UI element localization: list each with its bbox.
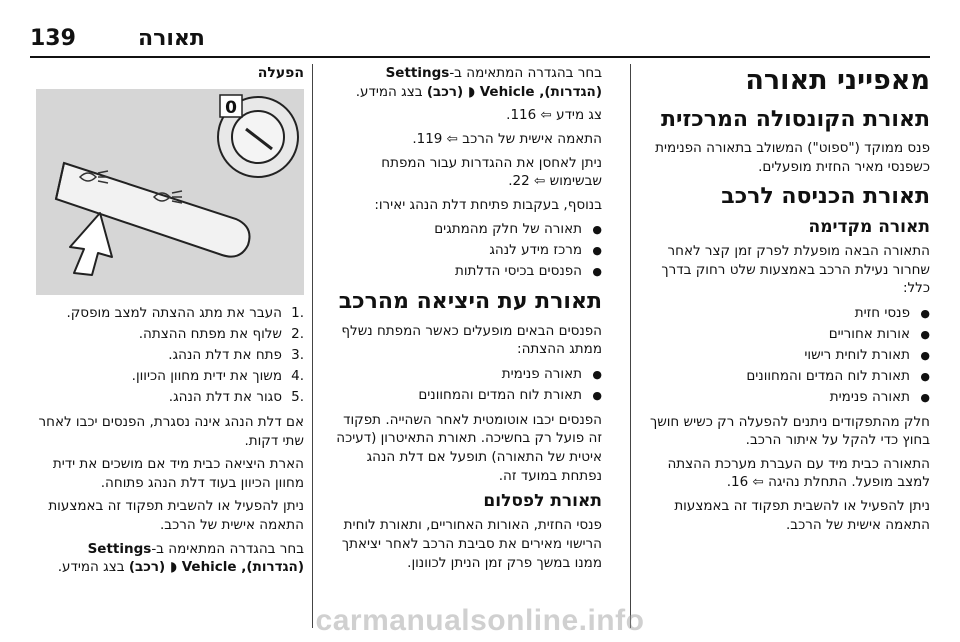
section-main-title: מאפייני תאורה [745,65,930,96]
paragraph: אם דלת הנהג אינה נסגרת, הפנסים יכבו לאחר שתי דקות. [38,413,304,449]
section-title-entry-light: תאורת הכניסה לרכב [721,183,930,209]
page-number: 139 [30,26,76,51]
paragraph: פנס ממוקד ("ספוט") המשולב בתאורה הפנימית כשפנסי מאיר החזית מופעלים. [655,140,930,175]
lever-drawing [36,89,304,295]
step-text: שלוף את מפתח ההצתה. [138,326,282,343]
paragraph: בנוסף, בעקבות פתיחת דלת הנהג יאירו: [374,196,602,213]
bullet-list [330,364,602,406]
step-list [36,303,304,408]
list-item: ● פנסי חזית [632,303,930,324]
step-number: 5. [291,389,304,405]
bullet-list [330,219,602,282]
cross-reference: התאמה אישית של הרכב ⇦ 119. [412,130,602,147]
column-divider [630,64,631,628]
paragraph: חלק מהתפקודים ניתנים להפעלה רק כשיש חושך בחוץ כדי להקל על איתור הרכב. [649,413,930,449]
paragraph: התאורה הבאה מופעלת לפרק זמן קצר לאחר שחרור נעילת הרכב באמצעות שלט רחוק בדרך כלל: [661,243,930,297]
paragraph: ניתן להפעיל או להשבית תפקוד זה באמצעות התאמה אישית של הרכב. [48,498,304,534]
watermark: carmanualsonline.info [315,604,645,637]
step-text: משוך את ידית מחוון הכיוון. [131,368,282,385]
right-column [632,64,930,632]
list-item: ● תאורת לוחית רישוי [632,345,930,366]
text-run: בחר בהגדרה המתאימה ב- [151,540,304,557]
ignition-position-badge: 0 [225,98,237,119]
subsection-title-welcome: תאורה מקדימה [808,217,930,237]
list-item: ● תאורה פנימית [632,387,930,408]
list-item: ● תאורה פנימית [330,364,602,385]
list-item: ● תאורה של חלק מהמתגים [330,219,602,240]
step-text: העבר את מתג ההצתה למצב מופסק. [66,305,282,322]
step-item [36,303,304,324]
column-divider [312,64,313,628]
step-text: סגור את דלת הנהג. [168,389,282,405]
paragraph: הארת היציאה כבית מיד אם מושכים את ידית מחוון הכיוון בעוד דלת הנהג פתוחה. [52,456,304,491]
text-run: (הגדרות), [534,83,602,100]
step-item [36,345,304,366]
settings-term: Settings [385,65,450,81]
step-item [36,387,304,408]
section-title-console-light: תאורת הקונסולה המרכזית [660,106,930,132]
text-run: בחר בהגדרה המתאימה ב- [449,65,602,81]
step-number: 2. [291,326,304,343]
text-run: בצג המידע. [57,559,129,576]
subsection-title: תאורת לפסלום [483,491,602,512]
paragraph: ניתן להפעיל או להשבית תפקוד זה באמצעות התאמה אישית של הרכב. [674,498,930,533]
step-item [36,366,304,387]
middle-column [330,64,602,632]
paragraph: התאורה כבית מיד עם העברת מערכת ההצתה למצב מופעל. התחלת נהיגה ⇦ 16. [667,455,930,491]
turn-signal-lever-illustration [36,89,304,295]
text-run: (הגדרות), [236,559,304,576]
step-number: 1. [291,305,304,322]
paragraph: פנסי החזית, האורות האחוריים, ותאורת לוחית הרישוי מאירים את סביבת הרכב לאחר יציאתך ממנו במשך פרק זמן הניתן לכוונון. [341,517,602,571]
list-item: ● הפנסים בכיסי הדלתות [330,261,602,282]
page-header [30,28,930,58]
paragraph-settings [330,64,602,101]
left-column [36,64,304,632]
vehicle-term: Vehicle ◗ (רכב) [128,559,237,576]
section-title-exit-light: תאורת עת היציאה מהרכב [338,289,602,315]
list-item: ● תאורת לוח המדים והמחוונים [330,385,602,406]
list-item: ● אורות אחוריים [632,324,930,345]
settings-term: Settings [87,540,152,557]
list-item: ● מרכז מידע לנהג [330,240,602,261]
cross-reference: צג מידע ⇦ 116. [506,107,602,124]
bullet-list [632,303,930,408]
paragraph: ניתן לאחסן את ההגדרות עבור המפתח שבשימוש ⇦ 22. [381,154,602,190]
step-text: פתח את דלת הנהג. [168,347,282,364]
text-run: בצג המידע. [355,83,427,100]
step-number: 3. [291,347,304,364]
figure-label: הפעלה [257,65,304,81]
paragraph: הפנסים יכבו אוטומטית לאחר השהייה. תפקוד זה פועל רק בחשיכה. תאורת התאיטרון (דעיכה איטית של התאורה) תופעל אם דלת הנהג נפתחת במועד זה. [336,411,602,484]
paragraph-settings [36,540,304,577]
step-number: 4. [291,368,304,385]
step-item [36,324,304,345]
paragraph: הפנסים הבאים מופעלים כאשר המפתח נשלף ממתג ההצתה: [341,322,602,358]
chapter-title: תאורה [138,26,205,51]
vehicle-term: Vehicle ◗ (רכב) [426,83,535,100]
list-item: ● תאורת לוח המדים והמחוונים [632,366,930,387]
